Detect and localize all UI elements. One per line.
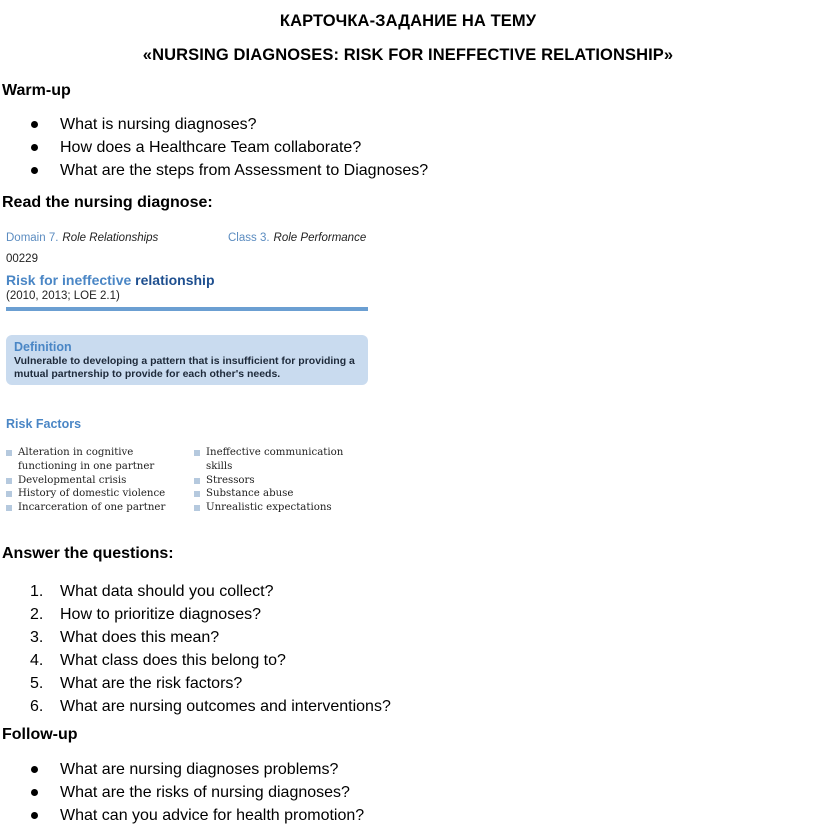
risk-factor: Unrealistic expectations [194, 501, 343, 515]
list-item: 3. What does this mean? [30, 629, 220, 646]
diagnosis-title-dark: relationship [135, 272, 215, 288]
risk-factor-continued: functioning in one partner [18, 460, 155, 472]
risk-factor: Incarceration of one partner [6, 501, 165, 515]
bullet-icon [31, 766, 38, 773]
risk-factor: Developmental crisis [6, 474, 165, 488]
list-item: 6. What are nursing outcomes and interventions? [30, 698, 391, 715]
square-bullet-icon [6, 478, 12, 484]
class-value: Role Performance [273, 232, 367, 244]
warmup-list [28, 113, 428, 182]
bullet-icon [31, 121, 38, 128]
risk-factor: Substance abuse [194, 487, 343, 501]
list-item: What can you advice for health promotion? [28, 804, 364, 827]
list-item: What are nursing diagnoses problems? [28, 758, 364, 781]
definition-text: Vulnerable to developing a pattern that is insufficient for providing a mutual partnership to provide for each other's needs. [14, 355, 355, 380]
square-bullet-icon [194, 478, 200, 484]
risk-factors-heading: Risk Factors [6, 417, 82, 431]
list-item: What is nursing diagnoses? [28, 113, 428, 136]
diagnosis-title [6, 272, 215, 288]
square-bullet-icon [194, 505, 200, 511]
divider [6, 307, 368, 311]
class-label: Class 3. [228, 232, 270, 244]
bullet-icon [31, 144, 38, 151]
risk-factors-col2 [194, 446, 343, 515]
list-item: What are the steps from Assessment to Diagnoses? [28, 159, 428, 182]
bullet-icon [31, 789, 38, 796]
risk-factor: History of domestic violence [6, 487, 165, 501]
risk-factor: Alteration in cognitive [6, 446, 165, 460]
list-item: 5. What are the risk factors? [30, 675, 243, 692]
definition-box [6, 335, 368, 385]
list-item: How does a Healthcare Team collaborate? [28, 136, 428, 159]
list-item: What are the risks of nursing diagnoses? [28, 781, 364, 804]
list-item: 2. How to prioritize diagnoses? [30, 606, 261, 623]
followup-heading: Follow-up [2, 726, 78, 743]
warmup-heading: Warm-up [2, 82, 71, 99]
bullet-icon [31, 812, 38, 819]
diagnosis-year: (2010, 2013; LOE 2.1) [6, 290, 120, 302]
risk-factor-continued: skills [206, 460, 233, 472]
definition-heading: Definition [14, 340, 72, 354]
read-heading: Read the nursing diagnose: [2, 194, 213, 211]
diagnosis-code: 00229 [6, 253, 38, 265]
risk-factor: Ineffective communication [194, 446, 343, 460]
risk-factors-col1 [6, 446, 165, 515]
domain-value: Role Relationships [62, 232, 159, 244]
diagnosis-title-light: Risk for ineffective [6, 272, 132, 288]
square-bullet-icon [194, 491, 200, 497]
square-bullet-icon [6, 491, 12, 497]
answer-heading: Answer the questions: [2, 545, 174, 562]
followup-list [28, 758, 364, 827]
bullet-icon [31, 167, 38, 174]
risk-factor: Stressors [194, 474, 343, 488]
domain-row [6, 232, 372, 244]
class-group [228, 232, 366, 244]
domain-label: Domain 7. [6, 232, 59, 244]
page-title-line1: КАРТОЧКА-ЗАДАНИЕ НА ТЕМУ [279, 12, 537, 30]
square-bullet-icon [194, 450, 200, 456]
list-item: 4. What class does this belong to? [30, 652, 286, 669]
nursing-diagnosis-card [6, 229, 372, 519]
answer-list [28, 580, 391, 718]
square-bullet-icon [6, 505, 12, 511]
square-bullet-icon [6, 450, 12, 456]
list-item: 1. What data should you collect? [30, 583, 274, 600]
page-title-line2: «NURSING DIAGNOSES: RISK FOR INEFFECTIVE RELATIONSHIP» [142, 46, 674, 64]
